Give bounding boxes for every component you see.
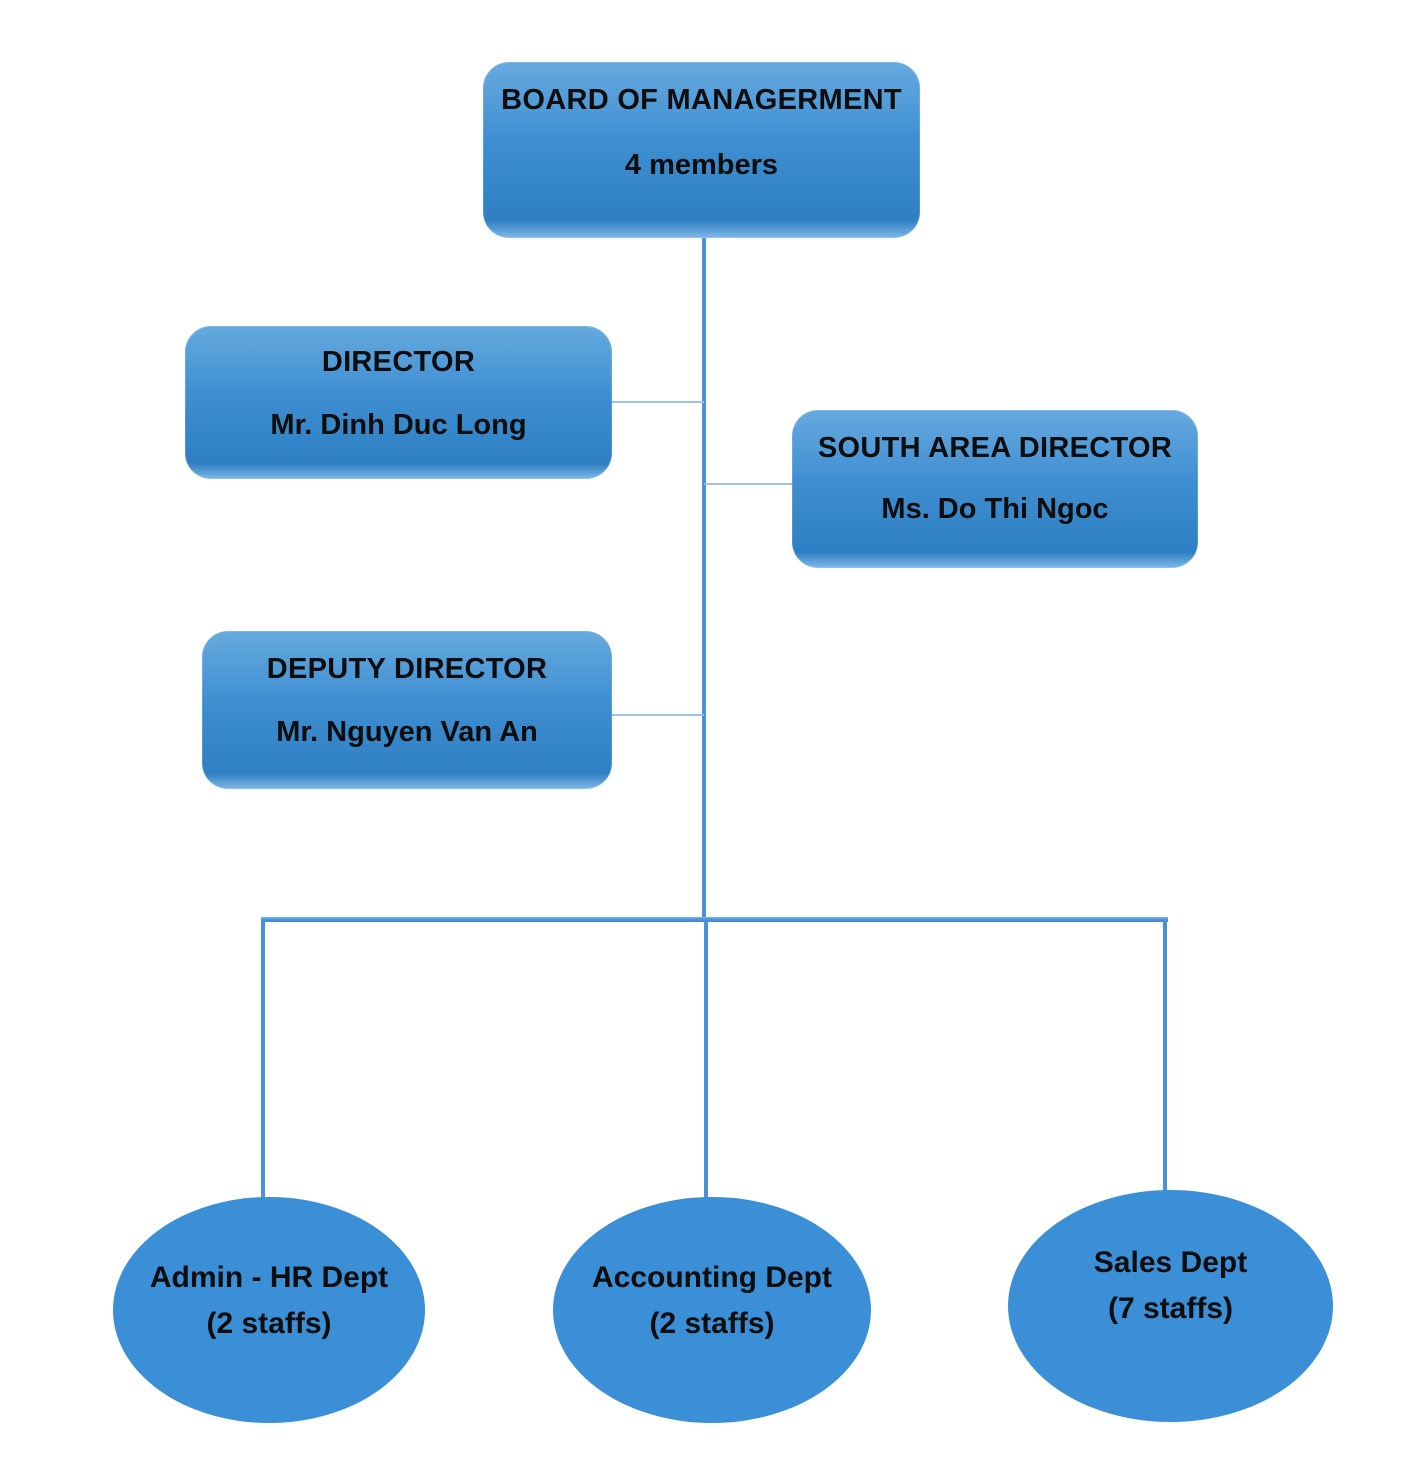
node-south-area-director <box>792 410 1198 568</box>
node-accounting-dept <box>553 1197 871 1423</box>
node-deputy-director <box>202 631 612 789</box>
node-board-subtitle: 4 members <box>624 149 779 181</box>
node-board-title: BOARD OF MANAGERMENT <box>501 84 902 116</box>
node-accounting-title: Accounting Dept <box>592 1261 832 1294</box>
node-south-subtitle: Ms. Do Thi Ngoc <box>881 493 1109 525</box>
node-sales-title: Sales Dept <box>1093 1246 1248 1279</box>
connector-horizontal-bar <box>261 917 1168 922</box>
connector-trunk <box>702 238 706 921</box>
connector-director <box>612 401 704 403</box>
node-admin-hr-title: Admin - HR Dept <box>149 1261 389 1294</box>
node-sales-subtitle: (7 staffs) <box>1107 1292 1234 1325</box>
node-accounting-subtitle: (2 staffs) <box>649 1307 775 1340</box>
node-director-subtitle: Mr. Dinh Duc Long <box>270 409 527 441</box>
connector-deputy-director <box>612 714 704 716</box>
node-board-of-management <box>483 62 920 238</box>
node-admin-hr-subtitle: (2 staffs) <box>206 1307 332 1340</box>
connector-south-area-director <box>704 483 792 485</box>
node-deputy-title: DEPUTY DIRECTOR <box>266 653 548 685</box>
node-director <box>185 326 612 479</box>
node-deputy-subtitle: Mr. Nguyen Van An <box>276 716 538 748</box>
node-south-title: SOUTH AREA DIRECTOR <box>817 432 1173 464</box>
connector-drop-sales <box>1163 920 1167 1194</box>
node-sales-dept <box>1008 1190 1333 1422</box>
connector-drop-admin-hr <box>261 920 265 1200</box>
node-admin-hr-dept <box>113 1197 425 1423</box>
connector-drop-accounting <box>704 920 708 1200</box>
node-director-title: DIRECTOR <box>321 346 476 378</box>
